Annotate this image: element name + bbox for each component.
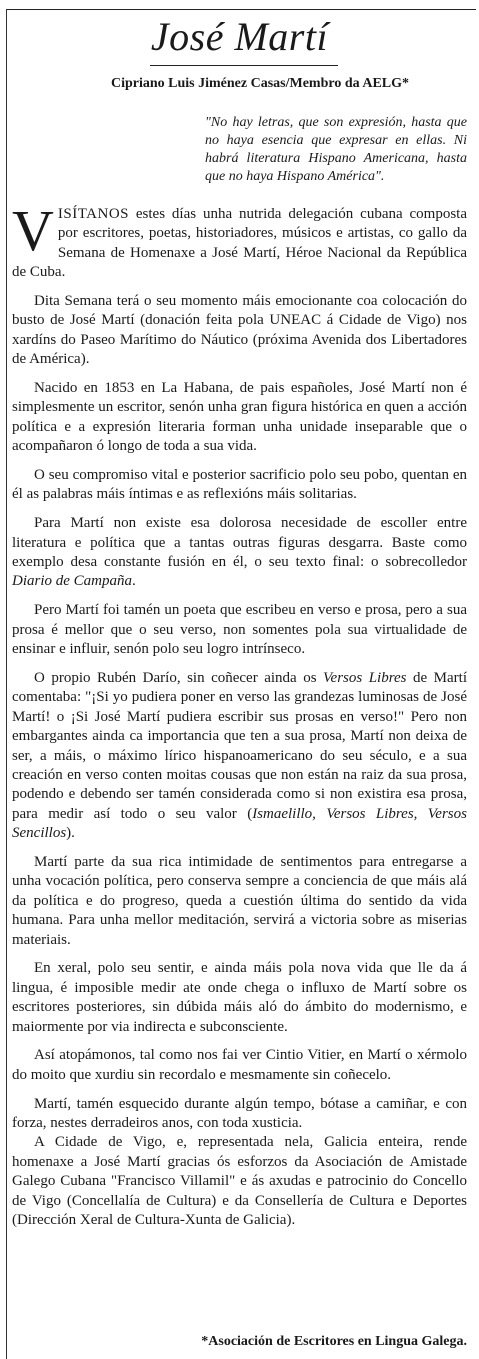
top-border-rule xyxy=(6,9,476,10)
paragraph-12: A Cidade de Vigo, e, representada nela, Galicia enteira, rende homenaxe a José Martí gracias ós esforzos da Asociación de Amistade Galego Cubana "Francisco Villamil" e ás axudas e patrocinio do Concello de Vigo (Concellalía de Cultura) e da Consellería de Cultura e Deportes (Dirección Xeral de Cultura-Xunta de Galicia). xyxy=(12,1134,467,1228)
paragraph-7-text-c: ). xyxy=(66,825,75,842)
footnote: *Asociación de Escritores en Lingua Galega. xyxy=(201,1334,467,1349)
left-border-rule xyxy=(6,9,7,1359)
title-underline xyxy=(150,65,338,66)
paragraph-7 xyxy=(12,669,467,844)
paragraph-10: Así atopámonos, tal como nos fai ver Cintio Vitier, en Martí o xérmolo do moito que xurdiu sin recordalo e mesmamente sin coñecelo. xyxy=(12,1047,467,1083)
paragraph-1-text: estes días unha nutrida delegación cubana composta por escritores, poetas, historiadores, músicos e artistas, co gallo da Semana de Homenaxe a José Martí, Héroe Nacional da República de Cuba. xyxy=(12,206,467,281)
paragraph-7-text-a: O propio Rubén Darío, sin coñecer ainda os xyxy=(34,669,324,686)
lead-in-caps: ISÍTANOS xyxy=(57,206,130,222)
paragraph-2: Dita Semana terá o seu momento máis emocionante coa colocación do busto de José Martí (donación feita pola UNEAC á Cidade de Vigo) nos xardíns do Paseo Marítimo do Náutico (próxima Avenida dos Libertadores de América). xyxy=(12,293,467,368)
paragraph-5-text-a: Para Martí non existe esa dolorosa necesidade de escoller entre literatura e política que a tantas outras figuras desgarra. Baste como exemplo desa constante fusión en él, o seu texto final: o sobrecolledor xyxy=(12,515,467,571)
paragraph-3: Nacido en 1853 en La Habana, de pais españoles, José Martí non é simplesmente un escritor, senón unha gran figura histórica en quen a acción política e a expresión literaria forman unha unidade inseparable que o acompañaron ó longo de toda a sua vida. xyxy=(12,380,467,455)
paragraph-4: O seu compromiso vital e posterior sacrificio polo seu pobo, quentan en él as palabras máis íntimas e as reflexións máis solitarias. xyxy=(12,467,467,503)
paragraph-6: Pero Martí foi tamén un poeta que escribeu en verso e prosa, pero a sua prosa é mellor que o seu verso, non somentes pola sua virtualidade de ensinar e influir, senón polo seu logro intrínseco. xyxy=(12,602,467,658)
epigraph-quote: "No hay letras, que son expresión, hasta que no haya esencia que expresar en ellas. Ni habrá literatura Hispano Americana, hasta que no haya Hispano América". xyxy=(205,115,467,184)
article-title: José Martí xyxy=(150,14,329,59)
title-versos-libres: Versos Libres xyxy=(323,669,407,686)
titles-list: Ismaelillo, Versos Libres, Versos Sencillos xyxy=(12,805,467,842)
article-byline: Cipriano Luis Jiménez Casas/Membro da AELG* xyxy=(110,76,410,91)
paragraph-1 xyxy=(12,198,467,283)
paragraph-8: Martí parte da sua rica intimidade de sentimentos para entregarse a unha vocación política, pero conserva sempre a conciencia de que máis alá da política e do progreso, queda a cuestión última do sentido da vida humana. Para unha mellor meditación, servirá a victoria sobre as miserias materiais. xyxy=(12,853,467,948)
paragraph-11: Martí, tamén esquecido durante algún tempo, bótase a camiñar, e con forza, nestes derradeiros anos, con toda xusticia. xyxy=(12,1095,467,1131)
paragraph-5-text-b: . xyxy=(132,573,136,590)
drop-cap: V xyxy=(12,198,54,263)
paragraph-5 xyxy=(12,514,467,592)
paragraph-7-text-b: de Martí comentaba: "¡Si yo pudiera poner en verso las grandezas luminosas de José Martí! o ¡Si José Martí pudiera escribir sus prosas en verso!" Pero non embargantes ainda ca importancia que ten a sua prosa, Martí non deixa de ser, a máis, o máximo lírico hispanoamericano do seu século, e a sua creación en verso conten moitas cousas que non están na raiz da sua prosa, podendo e debendo ser tamén considerada como si non existira esa prosa, para medir así todo o seu valor ( xyxy=(12,669,468,822)
article-body xyxy=(12,198,468,1240)
title-diario-de-campana: Diario de Campaña xyxy=(12,573,132,590)
paragraph-9: En xeral, polo seu sentir, e ainda máis pola nova vida que lle da á lingua, é imposible medir ate onde chega o influxo de Martí sobre os escritores posteriores, sin dúbida máis aló do ámbito do modernismo, e maiormente por via indirecta e subconsciente. xyxy=(12,960,467,1035)
